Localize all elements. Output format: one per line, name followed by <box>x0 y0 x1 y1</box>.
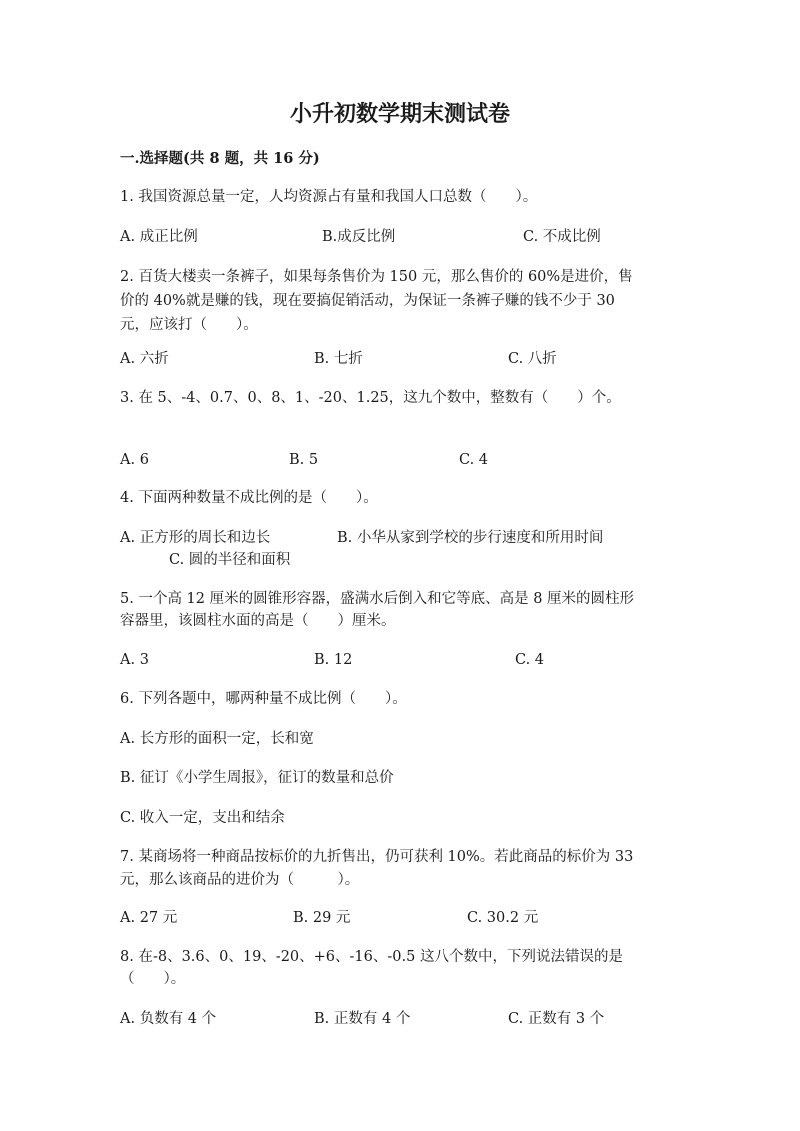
question-1-option-b: B.成反比例 <box>322 229 396 245</box>
question-4-option-a: A. 正方形的周长和边长 <box>120 530 271 546</box>
question-1-stem: 1. 我国资源总量一定，人均资源占有量和我国人口总数（ ）。 <box>120 189 538 205</box>
question-6-stem: 6. 下列各题中，哪两种量不成比例（ ）。 <box>120 691 407 707</box>
question-2-stem-line-1: 2. 百货大楼卖一条裤子，如果每条售价为 150 元，那么售价的 60%是进价，售 <box>120 269 633 285</box>
section-heading: 一.选择题(共 8 题，共 16 分) <box>120 150 320 167</box>
question-3-option-a: A. 6 <box>120 452 149 468</box>
question-2-option-a: A. 六折 <box>120 351 169 367</box>
question-3-option-b: B. 5 <box>289 452 319 468</box>
question-7-option-c: C. 30.2 元 <box>467 910 539 926</box>
question-5-stem-line-1: 5. 一个高 12 厘米的圆锥形容器，盛满水后倒入和它等底、高是 8 厘米的圆柱形 <box>120 591 635 607</box>
question-6-option-c: C. 收入一定，支出和结余 <box>120 810 285 826</box>
question-7-stem-line-1: 7. 某商场将一种商品按标价的九折售出，仍可获利 10%。若此商品的标价为 33 <box>120 849 634 865</box>
question-8-option-c: C. 正数有 3 个 <box>508 1011 605 1027</box>
question-7-stem-line-2: 元，那么该商品的进价为（ ）。 <box>120 872 360 888</box>
question-2-stem-line-3: 元，应该打（ ）。 <box>120 317 258 333</box>
question-6-option-a: A. 长方形的面积一定，长和宽 <box>120 731 314 747</box>
question-5-option-a: A. 3 <box>120 652 149 668</box>
question-4-stem: 4. 下面两种数量不成比例的是（ ）。 <box>120 490 378 506</box>
question-1-option-c: C. 不成比例 <box>523 229 601 245</box>
question-5-stem-line-2: 容器里，该圆柱水面的高是（ ）厘米。 <box>120 613 396 629</box>
question-8-stem-line-1: 8. 在-8、3.6、0、19、-20、+6、-16、-0.5 这八个数中，下列说法错误的是 <box>120 949 623 965</box>
question-7-option-a: A. 27 元 <box>120 910 178 926</box>
question-7-option-b: B. 29 元 <box>293 910 351 926</box>
question-4-option-b: B. 小华从家到学校的步行速度和所用时间 <box>337 530 604 546</box>
question-2-option-b: B. 七折 <box>314 351 363 367</box>
question-3-option-c: C. 4 <box>459 452 489 468</box>
question-2-option-c: C. 八折 <box>508 351 557 367</box>
question-4-option-c: C. 圆的半径和面积 <box>169 552 291 568</box>
question-8-stem-line-2: （ ）。 <box>120 971 186 987</box>
question-8-option-a: A. 负数有 4 个 <box>120 1011 217 1027</box>
page-title: 小升初数学期末测试卷 <box>289 101 510 127</box>
question-8-option-b: B. 正数有 4 个 <box>314 1011 411 1027</box>
question-5-option-b: B. 12 <box>314 652 353 668</box>
question-6-option-b: B. 征订《小学生周报》，征订的数量和总价 <box>120 770 394 786</box>
question-2-stem-line-2: 价的 40%就是赚的钱，现在要搞促销活动，为保证一条裤子赚的钱不少于 30 <box>120 293 615 309</box>
question-1-option-a: A. 成正比例 <box>120 229 198 245</box>
question-3-stem: 3. 在 5、-4、0.7、0、8、1、-20、1.25，这九个数中，整数有（ ）个。 <box>120 390 621 406</box>
question-5-option-c: C. 4 <box>515 652 545 668</box>
